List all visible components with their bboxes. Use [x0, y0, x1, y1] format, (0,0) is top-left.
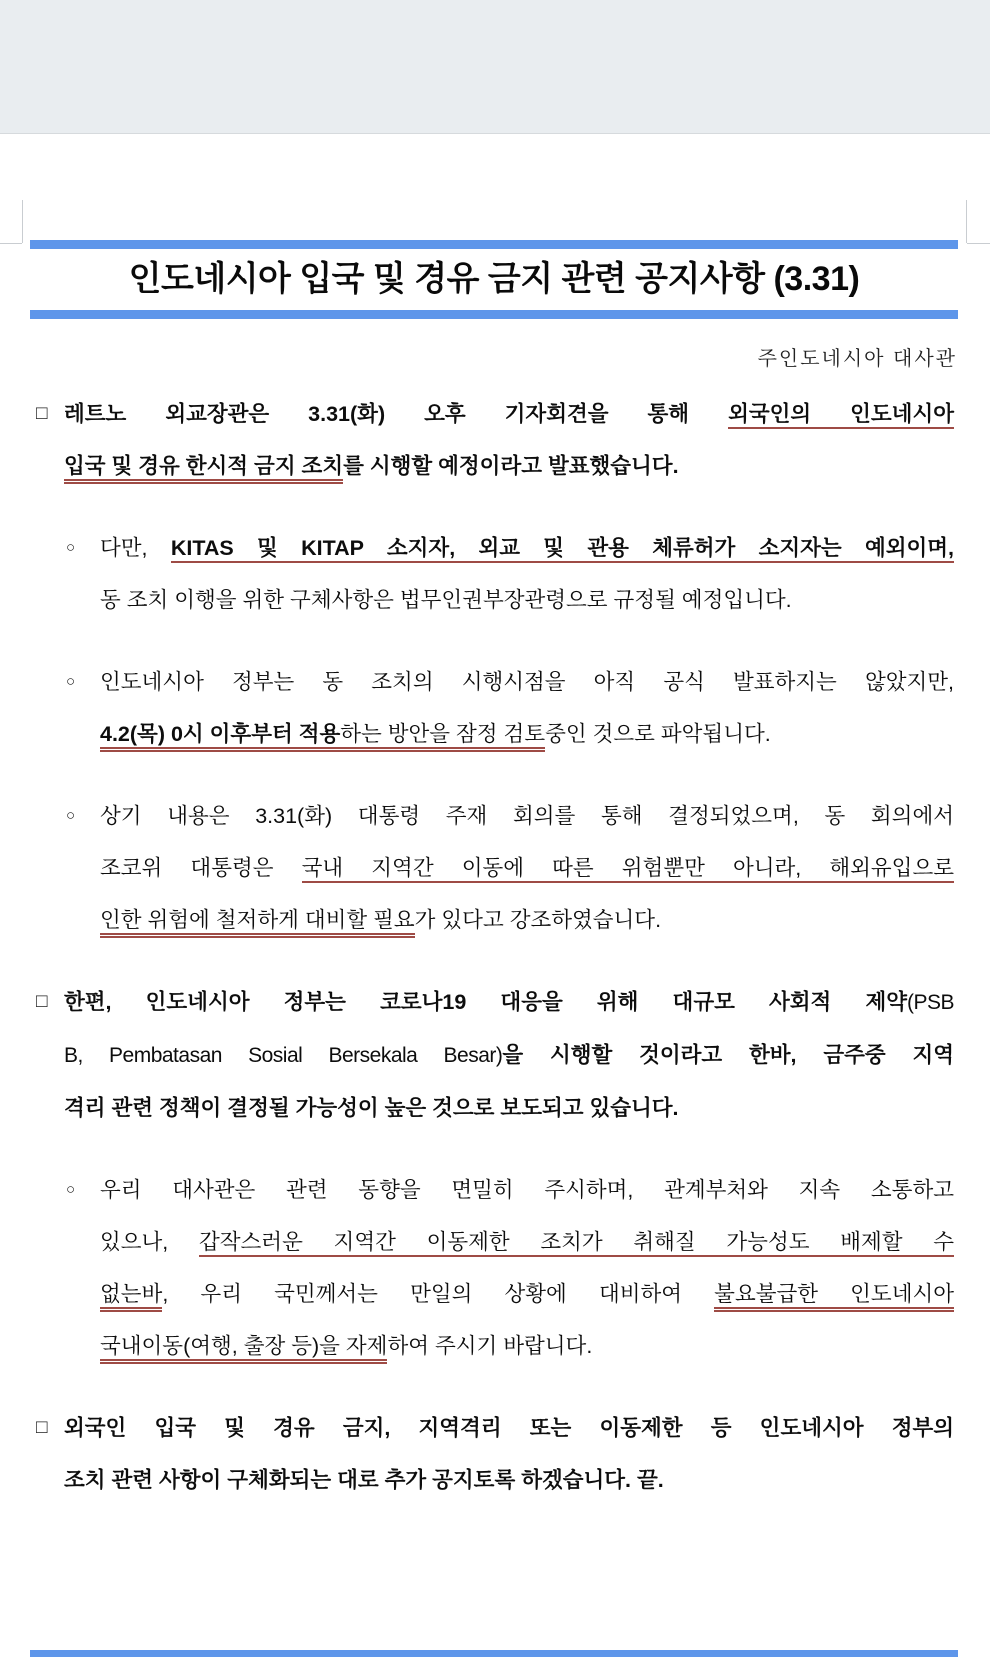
paragraph	[36, 388, 954, 492]
paragraph-line	[100, 656, 954, 708]
paragraph-line	[100, 1268, 954, 1320]
next-page-rule	[30, 1650, 958, 1657]
circle-bullet-marker: ○	[66, 1181, 76, 1198]
paragraph-line	[64, 1082, 954, 1134]
text-segment: 동 조치 이행을 위한 구체사항은 법무인권부장관령으로 규정될 예정입니다.	[100, 588, 792, 612]
text-segment: 상기 내용은 3.31(화) 대통령 주재 회의를 통해 결정되었으며, 동 회의에서	[100, 804, 954, 828]
text-segment: (PSB	[906, 991, 954, 1014]
text-segment: 다만,	[100, 536, 171, 560]
paragraph	[36, 790, 954, 946]
square-bullet-marker: □	[36, 991, 48, 1012]
circle-bullet-marker: ○	[66, 807, 76, 824]
paragraph-text	[100, 790, 954, 946]
paragraph-line	[100, 522, 954, 574]
page-corner-mark-top-right-v	[966, 200, 967, 243]
text-segment: 을 시행할 것이라고 한바, 금주중 지역	[502, 1043, 954, 1067]
emphasized-underlined-text: 입국 및 경유 한시적 금지 조치	[64, 454, 343, 484]
paragraph	[36, 656, 954, 760]
text-segment: 하여 주시기 바랍니다.	[387, 1334, 593, 1358]
title-rule-top	[30, 240, 958, 249]
paragraph-line	[64, 440, 954, 492]
paragraph-line	[100, 1164, 954, 1216]
paragraph-line	[100, 1216, 954, 1268]
paragraph	[36, 976, 954, 1134]
paragraph	[36, 1164, 954, 1372]
emphasized-underlined-text: 외국인의 인도네시아	[728, 402, 954, 429]
paragraph-text	[100, 656, 954, 760]
issuing-agency: 주인도네시아 대사관	[757, 348, 957, 370]
circle-bullet-marker: ○	[66, 673, 76, 690]
text-segment: 있으나,	[100, 1230, 199, 1254]
paragraph-line	[64, 1454, 954, 1506]
text-segment: 레트노 외교장관은 3.31(화) 오후 기자회견을 통해	[64, 402, 729, 426]
emphasized-underlined-text: 갑작스러운 지역간 이동제한 조치가 취해질 가능성도 배제할 수	[199, 1230, 954, 1257]
page-corner-mark-top-left-h	[0, 243, 22, 244]
paragraph-line	[64, 1029, 954, 1082]
emphasized-underlined-text: 국내이동(여행, 출장 등)을 자제	[100, 1334, 387, 1364]
text-segment: B, Pembatasan Sosial Bersekala Besar)	[64, 1044, 503, 1067]
title-rule-bottom	[30, 310, 958, 319]
text-segment: 한편, 인도네시아 정부는 코로나19 대응을 위해 대규모 사회적 제약	[64, 990, 907, 1014]
text-segment: 조치 관련 사항이 구체화되는 대로 추가 공지토록 하겠습니다. 끝.	[64, 1468, 664, 1492]
paragraph-text	[100, 522, 954, 626]
top-gray-band	[0, 0, 990, 134]
paragraph-line	[100, 708, 954, 760]
emphasized-underlined-text: KITAS 및 KITAP 소지자, 외교 및 관용 체류허가 소지자는 예외이며,	[171, 536, 954, 563]
emphasized-underlined-text: 불요불급한 인도네시아	[714, 1282, 954, 1312]
circle-bullet-marker: ○	[66, 539, 76, 556]
paragraph-line	[100, 842, 954, 894]
paragraph-line	[64, 388, 954, 440]
text-segment: 중인 것으로 파악됩니다.	[545, 722, 771, 746]
emphasized-underlined-text: 없는바	[100, 1282, 162, 1312]
page-corner-mark-top-right-h	[967, 243, 990, 244]
paragraph	[36, 522, 954, 626]
paragraph-text	[64, 1402, 954, 1506]
paragraph-text	[100, 1164, 954, 1372]
square-bullet-marker: □	[36, 1417, 48, 1438]
text-segment: 외국인 입국 및 경유 금지, 지역격리 또는 이동제한 등 인도네시아 정부의	[64, 1416, 954, 1440]
paragraph-text	[64, 388, 954, 492]
page-title: 인도네시아 입국 및 경유 금지 관련 공지사항 (3.31)	[128, 260, 860, 298]
paragraph-line	[64, 976, 954, 1029]
text-segment: , 우리 국민께서는 만일의 상황에 대비하여	[162, 1282, 715, 1306]
text-segment: 를 시행할 예정이라고 발표했습니다.	[343, 454, 679, 478]
paragraph-text	[64, 976, 954, 1134]
text-segment: 조코위 대통령은	[100, 856, 302, 880]
paragraph-line	[100, 894, 954, 946]
paragraph-line	[100, 574, 954, 626]
paragraph	[36, 1402, 954, 1506]
paragraph-line	[100, 1320, 954, 1372]
text-segment: 가 있다고 강조하였습니다.	[414, 908, 662, 932]
paragraph-line	[64, 1402, 954, 1454]
text-segment: 우리 대사관은 관련 동향을 면밀히 주시하며, 관계부처와 지속 소통하고	[100, 1178, 954, 1202]
text-segment: 인도네시아 정부는 동 조치의 시행시점을 아직 공식 발표하지는 않았지만,	[100, 670, 954, 694]
document-body	[36, 388, 954, 1536]
emphasized-underlined-text: 4.2(목) 0시 이후부터 적용	[100, 722, 340, 752]
text-segment: 격리 관련 정책이 결정될 가능성이 높은 것으로 보도되고 있습니다.	[64, 1096, 679, 1120]
emphasized-underlined-text: 하는 방안을 잠정 검토	[340, 722, 545, 752]
page-corner-mark-top-left-v	[22, 200, 23, 243]
emphasized-underlined-text: 국내 지역간 이동에 따른 위험뿐만 아니라, 해외유입으로	[302, 856, 954, 883]
emphasized-underlined-text: 인한 위험에 철저하게 대비할 필요	[100, 908, 415, 938]
paragraph-line	[100, 790, 954, 842]
square-bullet-marker: □	[36, 403, 48, 424]
